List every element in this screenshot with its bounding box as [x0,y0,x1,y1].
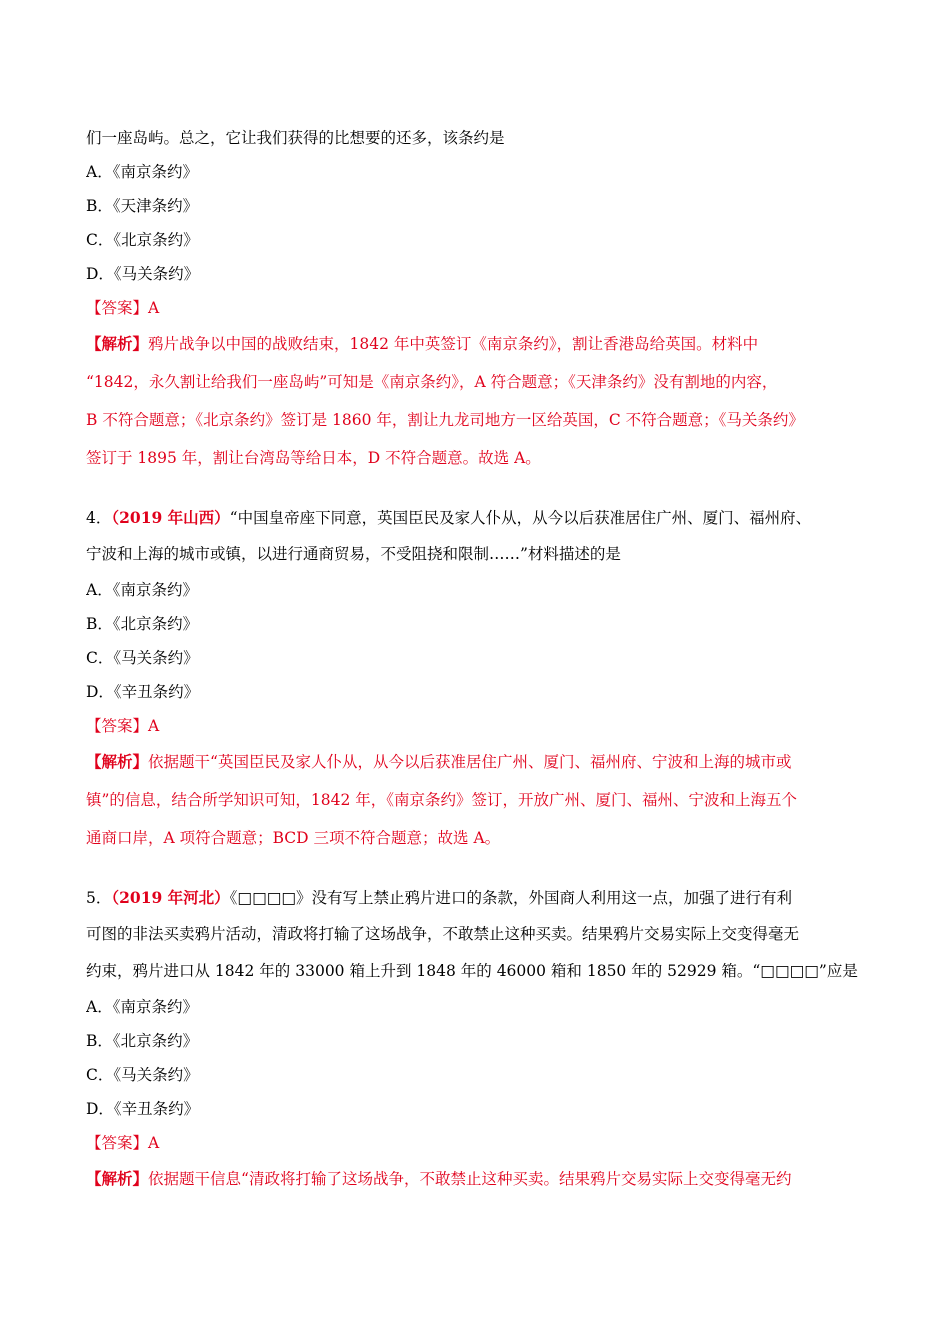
question-3-option-c: C．《北京条约》 [86,231,199,249]
question-3-explain-line-4: 签订于 1895 年，割让台湾岛等给日本，D 不符合题意。故选 A。 [86,449,541,467]
answer-tag: 【答案】 [86,299,149,317]
question-5-answer [86,1126,878,1160]
question-3-explain-line-1 [86,325,878,363]
answer-tag: 【答案】 [86,1134,149,1152]
question-3 [86,121,878,477]
question-4-option-d: D．《辛丑条约》 [86,683,200,701]
question-number: 4． [86,509,112,527]
question-5 [86,879,878,1198]
document-page [86,121,878,1198]
question-number: 5． [86,889,112,907]
question-4-option-a: A．《南京条约》 [86,581,198,599]
question-5-option-c: C．《马关条约》 [86,1066,199,1084]
question-3-option-a: A．《南京条约》 [86,163,198,181]
question-4-explain-line-3: 通商口岸，A 项符合题意；BCD 三项不符合题意；故选 A。 [86,829,501,847]
question-source: （2019 年山西） [111,508,230,527]
explain-text: 鸦片战争以中国的战败结束，1842 年中英签订《南京条约》，割让香港岛给英国。材料中 [148,335,759,353]
explain-text: 依据题干信息“清政将打输了这场战争，不敢禁止这种买卖。结果鸦片交易实际上交变得毫无约 [148,1170,792,1188]
explain-text: 依据题干“英国臣民及家人仆从，从今以后获准居住广州、厦门、福州府、宁波和上海的城市或 [148,753,792,771]
explain-tag: 【解析】 [86,752,149,771]
question-4-stem-line-2: 宁波和上海的城市或镇，以进行通商贸易，不受阻挠和限制……”材料描述的是 [86,545,621,563]
question-5-option-d: D．《辛丑条约》 [86,1100,200,1118]
question-3-option-d: D．《马关条约》 [86,265,200,283]
question-3-answer [86,291,878,325]
stem-text: 《□□□□》没有写上禁止鸦片进口的条款，外国商人利用这一点，加强了进行有利 [229,889,793,907]
question-3-option-b: B．《天津条约》 [86,197,199,215]
question-5-option-b: B．《北京条约》 [86,1032,199,1050]
question-4-explain-line-2: 镇”的信息，结合所学知识可知，1842 年，《南京条约》签订，开放广州、厦门、福州、宁波和上海五个 [86,791,798,809]
answer-value: A [148,1134,160,1152]
stem-text: “中国皇帝座下同意，英国臣民及家人仆从，从今以后获准居住广州、厦门、福州府、 [229,509,812,527]
question-5-stem-line-3: 约束，鸦片进口从 1842 年的 33000 箱上升到 1848 年的 46000 箱和 1850 年的 52929 箱。“□□□□”应是 [86,962,858,980]
question-4-stem-line-1 [86,499,878,536]
question-5-explain-line-1 [86,1160,878,1198]
explain-tag: 【解析】 [86,1169,149,1188]
answer-tag: 【答案】 [86,717,149,735]
question-4-option-c: C．《马关条约》 [86,649,199,667]
question-4-option-b: B．《北京条约》 [86,615,199,633]
question-source: （2019 年河北） [111,888,230,907]
question-4-explain-line-1 [86,743,878,781]
answer-value: A [148,717,160,735]
question-3-explain-line-3: B 不符合题意；《北京条约》签订是 1860 年，割让九龙司地方一区给英国，C 不符合题意；《马关条约》 [86,411,804,429]
question-4 [86,499,878,857]
answer-value: A [148,299,160,317]
question-3-stem-tail: 们一座岛屿。总之，它让我们获得的比想要的还多，该条约是 [86,129,505,147]
question-5-stem-line-2: 可图的非法买卖鸦片活动，清政将打输了这场战争，不敢禁止这种买卖。结果鸦片交易实际上交变得毫无 [86,925,800,943]
question-3-explain-line-2: “1842，永久割让给我们一座岛屿”可知是《南京条约》，A 符合题意；《天津条约》没有割地的内容， [86,373,778,391]
explain-tag: 【解析】 [86,334,149,353]
question-5-stem-line-1 [86,879,878,916]
question-5-option-a: A．《南京条约》 [86,998,198,1016]
question-4-answer [86,709,878,743]
